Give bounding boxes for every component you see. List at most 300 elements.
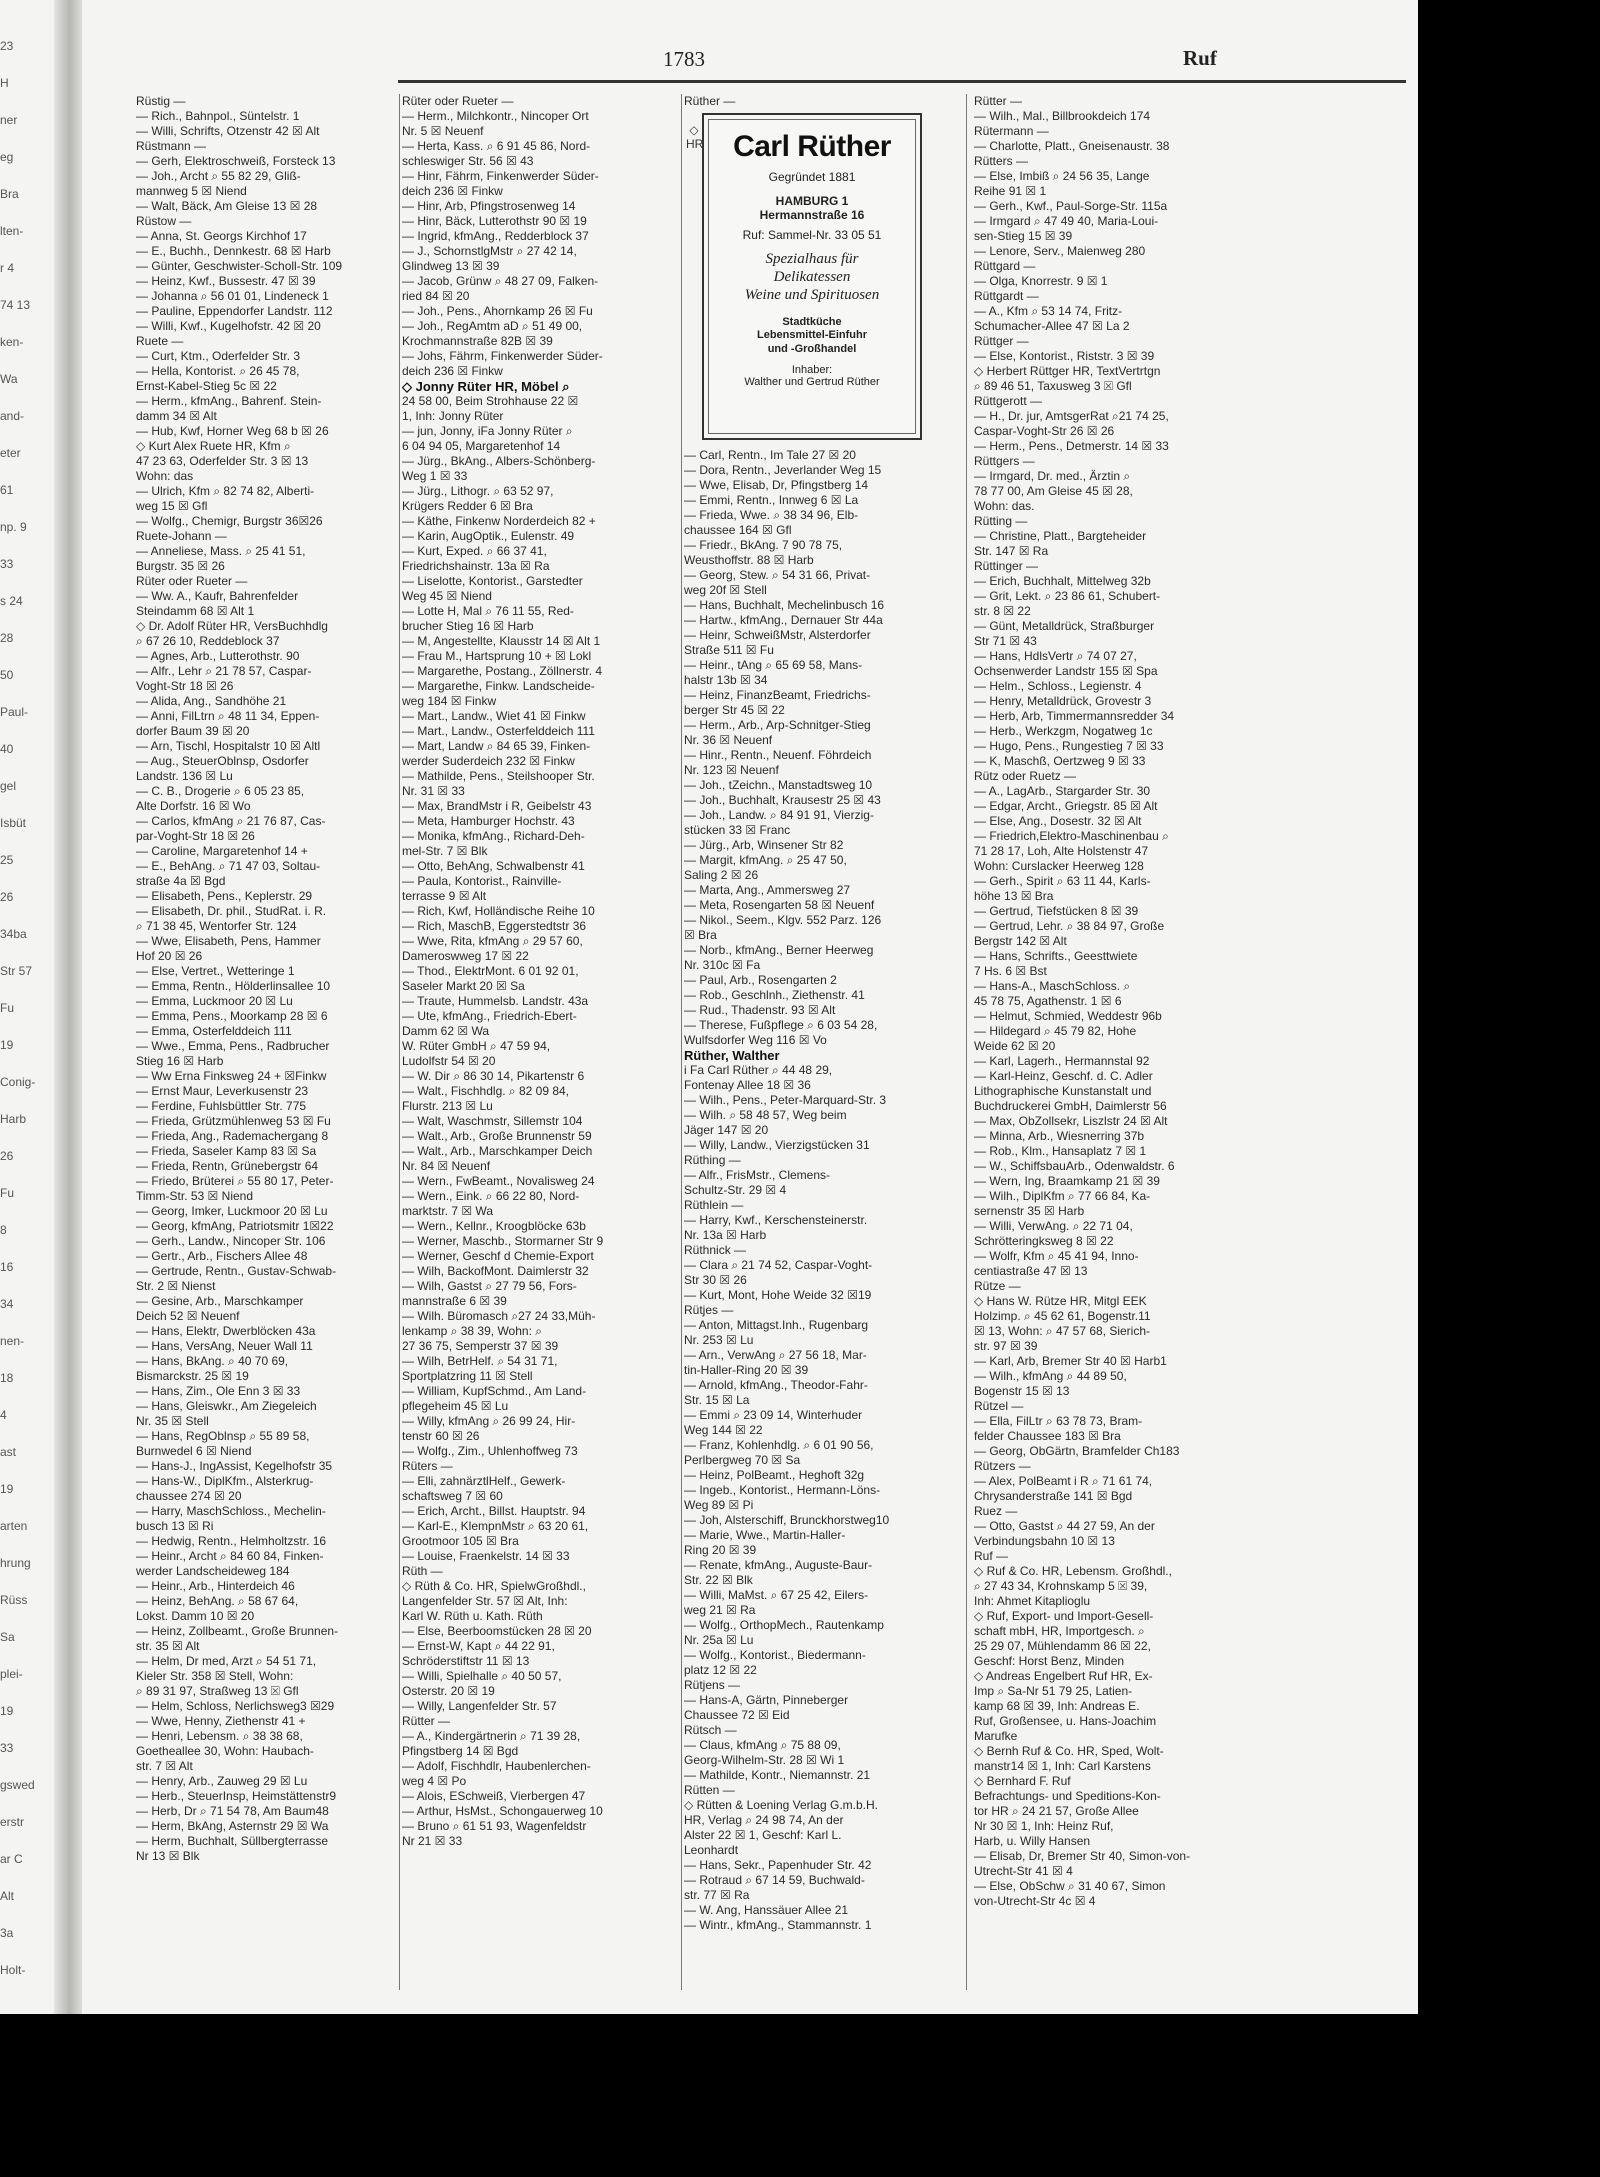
directory-entry: Wohn: Curslacker Heerweg 128 <box>974 859 1144 873</box>
directory-entry: ⌕ 27 43 34, Krohnskamp 5 ☒ 39, <box>974 1579 1148 1593</box>
directory-entry: Ernst-Kabel-Stieg 5c ☒ 22 <box>136 379 277 393</box>
directory-entry: Voght-Str 18 ☒ 26 <box>136 679 234 693</box>
directory-entry: stücken 33 ☒ Franc <box>684 823 791 837</box>
directory-entry: 71 28 17, Loh, Alte Holstenstr 47 <box>974 844 1149 858</box>
directory-entry: — Wilh., DiplKfm ⌕ 77 66 84, Ka- <box>974 1189 1151 1203</box>
directory-entry: — Mart., Landw., Wiet 41 ☒ Finkw <box>402 709 586 723</box>
directory-entry: ◇ Herbert Rüttger HR, TextVertrtgn <box>974 364 1161 378</box>
facing-page-fragment: 8 <box>0 1223 7 1237</box>
directory-entry: ⌕ 89 46 51, Taxusweg 3 ☒ Gfl <box>974 379 1132 393</box>
facing-page-fragment: 4 <box>0 1408 7 1422</box>
directory-entry: — Elisab, Dr, Bremer Str 40, Simon-von- <box>974 1849 1191 1863</box>
directory-entry: berger Str 45 ☒ 22 <box>684 703 785 717</box>
directory-entry: — Wwe, Elisab, Dr, Pfingstberg 14 <box>684 478 869 492</box>
directory-entry: Timm-Str. 53 ☒ Niend <box>136 1189 254 1203</box>
directory-entry: — Anna, St. Georgs Kirchhof 17 <box>136 229 307 243</box>
directory-entry: — Heinz, BehAng. ⌕ 58 67 64, <box>136 1594 299 1608</box>
directory-entry: Rütjens — <box>684 1678 741 1692</box>
directory-entry: weg 21 ☒ Ra <box>684 1603 756 1617</box>
directory-entry: ◇ Hans W. Rütze HR, Mitgl EEK <box>974 1294 1147 1308</box>
directory-entry: — Wilh. ⌕ 58 48 57, Weg beim <box>684 1108 847 1122</box>
directory-entry: — Ingeb., Kontorist., Hermann-Löns- <box>684 1483 881 1497</box>
directory-entry: Deich 52 ☒ Neuenf <box>136 1309 240 1323</box>
directory-entry: Ruez — <box>974 1504 1018 1518</box>
directory-entry: Weg 89 ☒ Pi <box>684 1498 754 1512</box>
directory-entry: Rüttgerott — <box>974 394 1043 408</box>
directory-entry: — Wilh., kfmAng ⌕ 44 89 50, <box>974 1369 1127 1383</box>
ad-owners: Walther und Gertrud Rüther <box>744 376 880 388</box>
directory-entry: — E., BehAng. ⌕ 71 47 03, Soltau- <box>136 859 321 873</box>
facing-page-fragment: 23 <box>0 40 14 53</box>
directory-entry: — Minna, Arb., Wiesnerring 37b <box>974 1129 1145 1143</box>
directory-entry: — Arnold, kfmAng., Theodor-Fahr- <box>684 1378 868 1392</box>
directory-entry: — Werner, Maschb., Stormarner Str 9 <box>402 1234 604 1248</box>
directory-entry: Verbindungsbahn 10 ☒ 13 <box>974 1534 1115 1548</box>
facing-page-fragment: Bra <box>0 187 19 201</box>
directory-entry: Rüther, Walther <box>684 1048 780 1063</box>
directory-entry: — Willi, Kwf., Kugelhofstr. 42 ☒ 20 <box>136 319 321 333</box>
directory-entry: — Ulrich, Kfm ⌕ 82 74 82, Alberti- <box>136 484 315 498</box>
directory-entry: — Else, Imbiß ⌕ 24 56 35, Lange <box>974 169 1150 183</box>
directory-entry: — Rich, Kwf, Holländische Reihe 10 <box>402 904 595 918</box>
directory-entry: — Walt, Bäck, Am Gleise 13 ☒ 28 <box>136 199 318 213</box>
header-rule <box>398 80 1406 83</box>
directory-entry: str. 8 ☒ 22 <box>974 604 1031 618</box>
directory-entry: manstr14 ☒ 1, Inh: Carl Karstens <box>974 1759 1151 1773</box>
facing-page-fragment: 26 <box>0 890 14 904</box>
directory-entry: — Meta, Rosengarten 58 ☒ Neuenf <box>684 898 875 912</box>
directory-entry: Ludolfstr 54 ☒ 20 <box>402 1054 496 1068</box>
directory-entry: — Gertrude, Rentn., Gustav-Schwab- <box>136 1264 337 1278</box>
directory-entry: — Herm., kfmAng., Bahrenf. Stein- <box>136 394 322 408</box>
directory-entry: Flurstr. 213 ☒ Lu <box>402 1099 493 1113</box>
directory-entry: — Alfr., FrisMstr., Clemens- <box>684 1168 831 1182</box>
directory-entry: Nr 13 ☒ Blk <box>136 1849 200 1863</box>
directory-entry: Weide 62 ☒ 20 <box>974 1039 1056 1053</box>
ad-street: Hermannstraße 16 <box>759 208 865 222</box>
directory-entry: Wohn: das. <box>974 499 1035 513</box>
directory-entry: — Margit, kfmAng. ⌕ 25 47 50, <box>684 853 847 867</box>
directory-entry: — Frieda, Wwe. ⌕ 38 34 96, Elb- <box>684 508 859 522</box>
directory-entry: lenkamp ⌕ 38 39, Wohn: ⌕ <box>402 1324 542 1338</box>
directory-entry: — Anni, FilLtrn ⌕ 48 11 34, Eppen- <box>136 709 320 723</box>
directory-entry: — Joh., Pens., Ahornkamp 26 ☒ Fu <box>402 304 593 318</box>
directory-entry: — Elisabeth, Pens., Keplerstr. 29 <box>136 889 313 903</box>
directory-entry: — Joh., Buchhalt, Krausestr 25 ☒ 43 <box>684 793 881 807</box>
directory-entry: — Heinz, FinanzBeamt, Friedrichs- <box>684 688 871 702</box>
directory-entry: Straße 511 ☒ Fu <box>684 643 774 657</box>
directory-entry: Geschf: Horst Benz, Minden <box>974 1654 1125 1668</box>
directory-entry: — Wern., FwBeamt., Novalisweg 24 <box>402 1174 595 1188</box>
directory-entry: — Rich., Bahnpol., Süntelstr. 1 <box>136 109 300 123</box>
facing-page-fragment: 16 <box>0 1260 14 1274</box>
directory-entry: Weg 45 ☒ Niend <box>402 589 492 603</box>
directory-entry: Holzimp. ⌕ 45 62 61, Bogenstr.11 <box>974 1309 1151 1323</box>
directory-entry: — Friedr., BkAng. 7 90 78 75, <box>684 538 843 552</box>
directory-entry: — Harry, Kwf., Kerschensteinerstr. <box>684 1213 868 1227</box>
directory-entry: Leonhardt <box>684 1843 739 1857</box>
directory-entry: halstr 13b ☒ 34 <box>684 673 768 687</box>
directory-entry: ◇ Rüth & Co. HR, SpielwGroßhdl., <box>402 1579 586 1593</box>
directory-entry: — Else, ObSchw ⌕ 31 40 67, Simon <box>974 1879 1166 1893</box>
directory-entry: Lithographische Kunstanstalt und <box>974 1084 1152 1098</box>
directory-entry: weg 20f ☒ Stell <box>684 583 767 597</box>
directory-entry: — Rotraud ⌕ 67 14 59, Buchwald- <box>684 1873 865 1887</box>
directory-entry: Karl W. Rüth u. Kath. Rüth <box>402 1609 543 1623</box>
directory-entry: dorfer Baum 39 ☒ 20 <box>136 724 250 738</box>
facing-page-fragment: 34 <box>0 1297 14 1311</box>
directory-entry: — Irmgard ⌕ 47 49 40, Maria-Loui- <box>974 214 1159 228</box>
directory-entry: Weusthoffstr. 88 ☒ Harb <box>684 553 814 567</box>
facing-page-fragment: Fu <box>0 1186 15 1200</box>
directory-entry: — Max, ObZollsekr, Liszlstr 24 ☒ Alt <box>974 1114 1168 1128</box>
directory-entry: — Hans, BkAng. ⌕ 40 70 69, <box>136 1354 289 1368</box>
directory-entry: Ruf — <box>974 1549 1009 1563</box>
directory-entry: — Rob., Geschlnh., Ziethenstr. 41 <box>684 988 865 1002</box>
facing-page-fragment: 25 <box>0 853 14 867</box>
directory-entry: von-Utrecht-Str 4c ☒ 4 <box>974 1894 1096 1908</box>
facing-page-fragment: plei- <box>0 1667 23 1681</box>
directory-entry: — A., LagArb., Stargarder Str. 30 <box>974 784 1151 798</box>
directory-entry: straße 4a ☒ Bgd <box>136 874 226 888</box>
facing-page-fragment: Harb <box>0 1112 27 1126</box>
directory-entry: — Wilh, Gastst ⌕ 27 79 56, Fors- <box>402 1279 577 1293</box>
facing-page-fragment: np. 9 <box>0 520 27 534</box>
directory-entry: — Ernst Maur, Leverkusenstr 23 <box>136 1084 309 1098</box>
directory-entry: Saseler Markt 20 ☒ Sa <box>402 979 525 993</box>
directory-entry: — Johanna ⌕ 56 01 01, Lindeneck 1 <box>136 289 329 303</box>
directory-entry: — Margarethe, Finkw. Landscheide- <box>402 679 595 693</box>
directory-entry: — Gesine, Arb., Marschkamper <box>136 1294 304 1308</box>
directory-entry: Utrecht-Str 41 ☒ 4 <box>974 1864 1073 1878</box>
directory-entry: — Christine, Platt., Bargteheider <box>974 529 1147 543</box>
directory-entry: — A., Kindergärtnerin ⌕ 71 39 28, <box>402 1729 581 1743</box>
directory-entry: — Therese, Fußpflege ⌕ 6 03 54 28, <box>684 1018 878 1032</box>
directory-entry: — Hans, Elektr, Dwerblöcken 43a <box>136 1324 316 1338</box>
directory-entry: — Jürg., BkAng., Albers-Schönberg- <box>402 454 596 468</box>
directory-entry: — Otto, Gastst ⌕ 44 27 59, An der <box>974 1519 1155 1533</box>
directory-entry: — Johs, Fährm, Finkenwerder Süder- <box>402 349 603 363</box>
directory-entry: — Carl, Rentn., Im Tale 27 ☒ 20 <box>684 448 856 462</box>
directory-entry: Ruf, Großensee, u. Hans-Joachim <box>974 1714 1157 1728</box>
directory-entry: — Hella, Kontorist. ⌕ 26 45 78, <box>136 364 300 378</box>
directory-entry: — Paul, Arb., Rosengarten 2 <box>684 973 837 987</box>
directory-entry: Kieler Str. 358 ☒ Stell, Wohn: <box>136 1669 294 1683</box>
directory-entry: — Herm., Arb., Arp-Schnitger-Stieg <box>684 718 871 732</box>
ad-frame <box>708 119 916 434</box>
directory-entry: ☒ Bra <box>684 928 717 942</box>
directory-entry: — Joh., Landw. ⌕ 84 91 91, Vierzig- <box>684 808 874 822</box>
directory-entry: Rütten — <box>684 1783 735 1797</box>
directory-entry: Pfingstberg 14 ☒ Bgd <box>402 1744 519 1758</box>
directory-entry: — Herb., Werkzgm, Nogatweg 1c <box>974 724 1153 738</box>
directory-entry: Ruete — <box>136 334 184 348</box>
directory-entry: — Ernst-W, Kapt ⌕ 44 22 91, <box>402 1639 555 1653</box>
directory-entry: Weg 1 ☒ 33 <box>402 469 468 483</box>
directory-entry: marktstr. 7 ☒ Wa <box>402 1204 493 1218</box>
directory-entry: — Erich, Buchhalt, Mittelweg 32b <box>974 574 1151 588</box>
directory-entry: pflegeheim 45 ☒ Lu <box>402 1399 509 1413</box>
directory-entry: Nr. 36 ☒ Neuenf <box>684 733 773 747</box>
ad-tagline: Weine und Spirituosen <box>744 287 880 303</box>
directory-entry: — Karl-Heinz, Geschf. d. C. Adler <box>974 1069 1153 1083</box>
directory-entry: — Karl-E., KlempnMstr ⌕ 63 20 61, <box>402 1519 589 1533</box>
directory-entry: ried 84 ☒ 20 <box>402 289 470 303</box>
directory-entry: sernenstr 35 ☒ Harb <box>974 1204 1085 1218</box>
page-keyword: Ruf <box>1183 46 1217 70</box>
directory-entry: 78 77 00, Am Gleise 45 ☒ 28, <box>974 484 1133 498</box>
directory-entry: Inh: Ahmet Kitaplioglu <box>974 1594 1091 1608</box>
directory-entry: — Wilh, BackofMont. Daimlerstr 32 <box>402 1264 589 1278</box>
directory-entry: — Claus, kfmAng ⌕ 75 88 09, <box>684 1738 841 1752</box>
directory-entry: Str 71 ☒ 43 <box>974 634 1037 648</box>
directory-entry: — Hans-A, Gärtn, Pinneberger <box>684 1693 849 1707</box>
directory-entry: Ochsenwerder Landstr 155 ☒ Spa <box>974 664 1158 678</box>
directory-entry: ☒ 13, Wohn: ⌕ 47 57 68, Sierich- <box>974 1324 1151 1338</box>
directory-entry: — Ww Erna Finksweg 24 + ☒Finkw <box>136 1069 327 1083</box>
directory-entry: — Hugo, Pens., Rungestieg 7 ☒ 33 <box>974 739 1164 753</box>
directory-entry: Weg 144 ☒ 22 <box>684 1423 763 1437</box>
directory-entry: Jäger 147 ☒ 20 <box>684 1123 769 1137</box>
directory-entry: 24 58 00, Beim Strohhause 22 ☒ <box>402 394 579 408</box>
directory-entry: — Herta, Kass. ⌕ 6 91 45 86, Nord- <box>402 139 591 153</box>
facing-page-fragment: Paul- <box>0 705 29 719</box>
directory-entry: — Rob., Klm., Hansaplatz 7 ☒ 1 <box>974 1144 1147 1158</box>
directory-entry: — Wwe., Emma, Pens., Radbrucher <box>136 1039 330 1053</box>
directory-entry: — C. B., Drogerie ⌕ 6 05 23 85, <box>136 784 305 798</box>
directory-entry: — E., Buchh., Dennkestr. 68 ☒ Harb <box>136 244 331 258</box>
directory-entry: — Franz, Kohlenhdlg. ⌕ 6 01 90 56, <box>684 1438 874 1452</box>
directory-entry: Nr 21 ☒ 33 <box>402 1834 463 1848</box>
ad-kitchen: Stadtküche <box>782 316 842 328</box>
facing-page-fragment: r 4 <box>0 261 15 275</box>
directory-entry: Lokst. Damm 10 ☒ 20 <box>136 1609 255 1623</box>
directory-entry: — Willy, Langenfelder Str. 57 <box>402 1699 557 1713</box>
directory-column-3 <box>684 94 962 1990</box>
directory-entry: Str 30 ☒ 26 <box>684 1273 747 1287</box>
directory-entry: par-Voght-Str 18 ☒ 26 <box>136 829 255 843</box>
directory-entry: Burgstr. 35 ☒ 26 <box>136 559 225 573</box>
directory-entry: — Paula, Kontorist., Rainville- <box>402 874 562 888</box>
directory-entry: 27 36 75, Semperstr 37 ☒ 39 <box>402 1339 559 1353</box>
directory-entry: deich 236 ☒ Finkw <box>402 364 503 378</box>
directory-entry: Nr. 31 ☒ 33 <box>402 784 465 798</box>
ad-city: HAMBURG 1 <box>775 194 849 208</box>
directory-entry: brucher Stieg 16 ☒ Harb <box>402 619 534 633</box>
directory-entry: — J., SchornstlgMstr ⌕ 27 42 14, <box>402 244 577 258</box>
directory-entry: str. 7 ☒ Alt <box>136 1759 193 1773</box>
ad-firm-name: Carl Rüther <box>733 130 891 163</box>
facing-page-fragment: Fu <box>0 1001 15 1015</box>
column-divider <box>681 94 682 1990</box>
facing-page-fragment: erstr <box>0 1815 24 1829</box>
directory-entry: Nr. 253 ☒ Lu <box>684 1333 754 1347</box>
directory-entry: mel-Str. 7 ☒ Blk <box>402 844 488 858</box>
directory-entry: Perlbergweg 70 ☒ Sa <box>684 1453 801 1467</box>
directory-entry: Str. 147 ☒ Ra <box>974 544 1049 558</box>
directory-entry: — Pauline, Eppendorfer Landstr. 112 <box>136 304 333 318</box>
directory-entry: Langenfelder Str. 57 ☒ Alt, Inh: <box>402 1594 568 1608</box>
directory-entry: — Walt., Fischhdlg. ⌕ 82 09 84, <box>402 1084 570 1098</box>
directory-entry: 25 29 07, Mühlendamm 86 ☒ 22, <box>974 1639 1151 1653</box>
directory-entry: — Adolf, Fischhdlr, Haubenlerchen- <box>402 1759 591 1773</box>
directory-entry: — W. Dir ⌕ 86 30 14, Pikartenstr 6 <box>402 1069 585 1083</box>
directory-entry: felder Chaussee 183 ☒ Bra <box>974 1429 1121 1443</box>
advertisement-box <box>686 113 922 440</box>
directory-entry: Rützel — <box>974 1399 1024 1413</box>
directory-entry: — Arn., VerwAng ⌕ 27 56 18, Mar- <box>684 1348 867 1362</box>
directory-entry: — Mart., Landw., Osterfelddeich 111 <box>402 724 595 738</box>
directory-entry: Rüstow — <box>136 214 192 228</box>
directory-entry: — Clara ⌕ 21 74 52, Caspar-Voght- <box>684 1258 873 1272</box>
directory-entry: — Emma, Osterfelddeich 111 <box>136 1024 292 1038</box>
directory-entry: — Louise, Fraenkelstr. 14 ☒ 33 <box>402 1549 570 1563</box>
directory-entry: — Lenore, Serv., Maienweg 280 <box>974 244 1146 258</box>
directory-entry: Chrysanderstraße 141 ☒ Bgd <box>974 1489 1133 1503</box>
directory-entry: — Meta, Hamburger Hochstr. 43 <box>402 814 575 828</box>
facing-page-fragment: 26 <box>0 1149 14 1163</box>
facing-page-fragment: gel <box>0 779 17 793</box>
directory-entry: — Karl, Arb, Bremer Str 40 ☒ Harb1 <box>974 1354 1167 1368</box>
directory-entry: Rüttger — <box>974 334 1029 348</box>
directory-entry: — Erich, Archt., Billst. Hauptstr. 94 <box>402 1504 586 1518</box>
directory-entry: — Margarethe, Postang., Zöllnerstr. 4 <box>402 664 603 678</box>
directory-entry: Friedrichshainstr. 13a ☒ Ra <box>402 559 550 573</box>
facing-page-fragment: arten <box>0 1519 28 1533</box>
facing-page-fragment: nen- <box>0 1334 25 1348</box>
directory-entry: 7 Hs. 6 ☒ Bst <box>974 964 1047 978</box>
directory-entry: — Anton, Mittagst.Inh., Rugenbarg <box>684 1318 869 1332</box>
directory-entry: — Ingrid, kfmAng., Redderblock 37 <box>402 229 589 243</box>
directory-entry: — Heinr., Archt ⌕ 84 60 84, Finken- <box>136 1549 324 1563</box>
directory-entry: Goetheallee 30, Wohn: Haubach- <box>136 1744 314 1758</box>
directory-entry: Str. 15 ☒ La <box>684 1393 750 1407</box>
directory-entry: Rüttgers — <box>974 454 1035 468</box>
facing-page-fragment: hrung <box>0 1556 31 1570</box>
directory-entry: sen-Stieg 15 ☒ 39 <box>974 229 1073 243</box>
directory-entry: — Herb, Dr ⌕ 71 54 78, Am Baum48 <box>136 1804 329 1818</box>
column-divider <box>966 94 967 1990</box>
directory-entry: — Ella, FilLtr ⌕ 63 78 73, Bram- <box>974 1414 1143 1428</box>
directory-entry: — Wwe, Elisabeth, Pens, Hammer <box>136 934 321 948</box>
directory-entry: damm 34 ☒ Alt <box>136 409 217 423</box>
directory-entry: Rüters — <box>402 1459 453 1473</box>
ad-founded: Gegründet 1881 <box>768 170 856 184</box>
ad-import: und -Großhandel <box>767 343 857 355</box>
directory-entry: mannstraße 6 ☒ 39 <box>402 1294 507 1308</box>
directory-entry: — A., Kfm ⌕ 53 14 74, Fritz- <box>974 304 1123 318</box>
directory-entry: — Hans, Sekr., Papenhuder Str. 42 <box>684 1858 872 1872</box>
directory-entry: — Alex, PolBeamt i R ⌕ 71 61 74, <box>974 1474 1153 1488</box>
ad-owner-label: Inhaber: <box>791 364 833 376</box>
directory-entry: — Wern., Eink. ⌕ 66 22 80, Nord- <box>402 1189 580 1203</box>
directory-entry: — W. Ang, Hanssäuer Allee 21 <box>684 1903 849 1917</box>
directory-entry: — Frieda, Ang., Rademachergang 8 <box>136 1129 329 1143</box>
directory-entry: — Joh., Archt ⌕ 55 82 29, Gliß- <box>136 169 301 183</box>
directory-entry: Ruete-Johann — <box>136 529 227 543</box>
directory-entry: Buchdruckerei GmbH, Daimlerstr 56 <box>974 1099 1167 1113</box>
directory-entry: — Helm, Schloss, Nerlichsweg3 ☒29 <box>136 1699 335 1713</box>
directory-entry: — Kurt, Exped. ⌕ 66 37 41, <box>402 544 547 558</box>
directory-entry: chaussee 164 ☒ Gfl <box>684 523 792 537</box>
directory-entry: — Traute, Hummelsb. Landstr. 43a <box>402 994 589 1008</box>
directory-entry: Harb, u. Willy Hansen <box>974 1834 1091 1848</box>
directory-entry: — Grit, Lekt. ⌕ 23 86 61, Schubert- <box>974 589 1161 603</box>
facing-page-fragment: Holt- <box>0 1963 26 1977</box>
directory-entry: — Wilh, BetrHelf. ⌕ 54 31 71, <box>402 1354 558 1368</box>
directory-entry: — H., Dr. jur, AmtsgerRat ⌕21 74 25, <box>974 409 1169 423</box>
directory-entry: — Karin, AugOptik., Eulenstr. 49 <box>402 529 575 543</box>
directory-entry: — Wwe, Henny, Ziethenstr 41 + <box>136 1714 306 1728</box>
directory-entry: Nr. 5 ☒ Neuenf <box>402 124 484 138</box>
directory-entry: schaft mbH, HR, Importgesch. ⌕ <box>974 1624 1145 1638</box>
directory-column-2 <box>402 94 678 1990</box>
page-number: 1783 <box>663 47 705 71</box>
directory-entry: Caspar-Voght-Str 26 ☒ 26 <box>974 424 1115 438</box>
directory-entry: — Otto, BehAng, Schwalbenstr 41 <box>402 859 585 873</box>
directory-entry: — Arthur, HsMst., Schongauerweg 10 <box>402 1804 603 1818</box>
directory-entry: ◇ Andreas Engelbert Ruf HR, Ex- <box>974 1669 1153 1683</box>
directory-entry: Rüttgardt — <box>974 289 1039 303</box>
directory-entry: — Gerh., Landw., Nincoper Str. 106 <box>136 1234 326 1248</box>
directory-entry: W. Rüter GmbH ⌕ 47 59 94, <box>402 1039 551 1053</box>
directory-entry: Schumacher-Allee 47 ☒ La 2 <box>974 319 1130 333</box>
directory-entry: terrasse 9 ☒ Alt <box>402 889 487 903</box>
directory-entry: tin-Haller-Ring 20 ☒ 39 <box>684 1363 809 1377</box>
directory-entry: — Emmi ⌕ 23 09 14, Winterhuder <box>684 1408 863 1422</box>
directory-entry: — Wintr., kfmAng., Stammannstr. 1 <box>684 1918 872 1932</box>
directory-entry: — Gerh, Elektroschweiß, Forsteck 13 <box>136 154 336 168</box>
directory-entry: — Monika, kfmAng., Richard-Deh- <box>402 829 585 843</box>
directory-entry: — Wern., Kellnr., Kroogblöcke 63b <box>402 1219 586 1233</box>
directory-entry: — Joh., RegAmtm aD ⌕ 51 49 00, <box>402 319 583 333</box>
directory-entry: — Alida, Ang., Sandhöhe 21 <box>136 694 287 708</box>
directory-entry: Rüthing — <box>684 1153 741 1167</box>
directory-entry: Ring 20 ☒ 39 <box>684 1543 757 1557</box>
directory-entry: mannweg 5 ☒ Niend <box>136 184 247 198</box>
directory-entry: Rüth — <box>402 1564 443 1578</box>
directory-entry: ◇ Dr. Adolf Rüter HR, VersBuchhdlg <box>136 619 328 633</box>
directory-entry: Rütter — <box>974 94 1023 108</box>
facing-page-fragment: Str 57 <box>0 964 33 978</box>
directory-entry: Str. 22 ☒ Blk <box>684 1573 753 1587</box>
directory-entry: — Liselotte, Kontorist., Garstedter <box>402 574 583 588</box>
directory-entry: Hof 20 ☒ 26 <box>136 949 203 963</box>
directory-entry: Osterstr. 20 ☒ 19 <box>402 1684 495 1698</box>
directory-entry: — Else, Kontorist., Riststr. 3 ☒ 39 <box>974 349 1155 363</box>
facing-page-fragment: Rüss <box>0 1593 28 1607</box>
directory-entry: schleswiger Str. 56 ☒ 43 <box>402 154 534 168</box>
directory-entry: — Willi, VerwAng. ⌕ 22 71 04, <box>974 1219 1133 1233</box>
directory-entry: — Heinr, SchweißMstr, Alsterdorfer <box>684 628 871 642</box>
directory-entry: chaussee 274 ☒ 20 <box>136 1489 242 1503</box>
ad-tagline: Spezialhaus für <box>765 251 859 267</box>
directory-entry: ⌕ 89 31 97, Straßweg 13 ☒ Gfl <box>136 1684 299 1698</box>
directory-entry: — Heinr., tAng ⌕ 65 69 58, Mans- <box>684 658 863 672</box>
directory-entry: schaftsweg 7 ☒ 60 <box>402 1489 503 1503</box>
directory-entry: — Georg, kfmAng, Patriotsmitr 1☒22 <box>136 1219 334 1233</box>
directory-entry: — Elisabeth, Dr. phil., StudRat. i. R. <box>136 904 327 918</box>
directory-entry: — Hans, Gleiswkr., Am Ziegeleich <box>136 1399 317 1413</box>
directory-entry: — Friedrich,Elektro-Maschinenbau ⌕ <box>974 829 1169 843</box>
facing-page-fragment: 19 <box>0 1482 14 1496</box>
directory-entry: Saling 2 ☒ 26 <box>684 868 759 882</box>
directory-entry: — Hinr, Arb, Pfingstrosenweg 14 <box>402 199 576 213</box>
directory-entry: — Hartw., kfmAng., Dernauer Str 44a <box>684 613 883 627</box>
directory-entry: — Willi, Spielhalle ⌕ 40 50 57, <box>402 1669 562 1683</box>
directory-entry: — Georg, Stew. ⌕ 54 31 66, Privat- <box>684 568 871 582</box>
directory-entry: — Hinr, Fährm, Finkenwerder Süder- <box>402 169 599 183</box>
